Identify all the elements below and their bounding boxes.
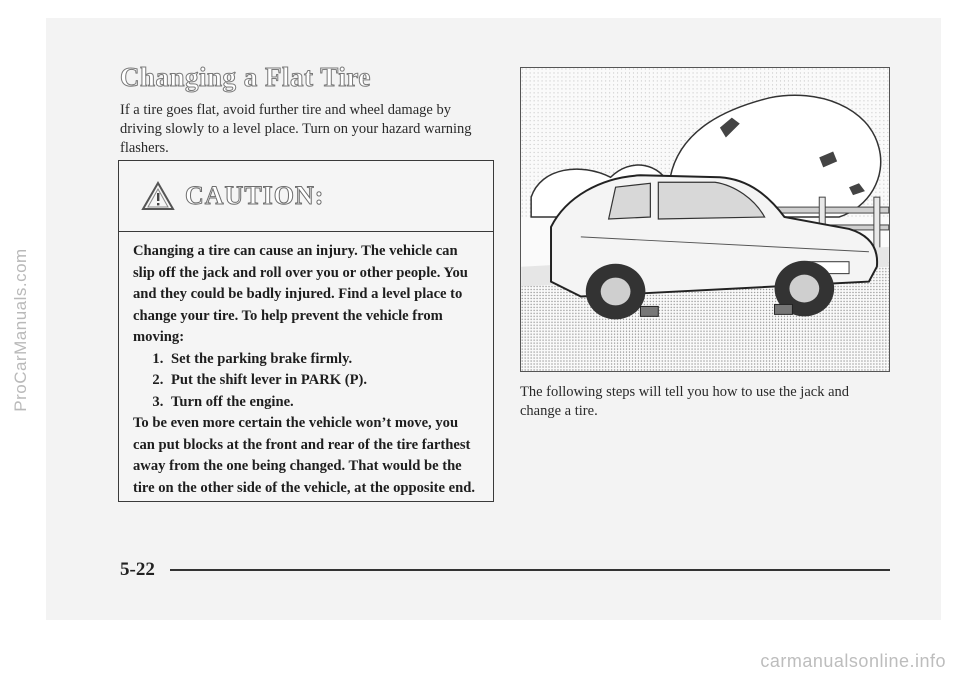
caution-body xyxy=(119,232,493,499)
parked-sedan-illustration xyxy=(521,68,889,371)
caution-paragraph-2: To be even more certain the vehicle won’t move, you can put blocks at the front and rear of the tire farthest away from the one being changed. That would be the tire on the other side of the vehicle, at the opposite end. xyxy=(133,415,475,496)
caution-step: 3. Turn off the engine. xyxy=(167,392,479,414)
warning-triangle-icon xyxy=(141,181,175,211)
right-column-text: The following steps will tell you how to use the jack and change a tire. xyxy=(520,384,850,419)
page-number: 5-22 xyxy=(120,559,155,580)
caution-header xyxy=(119,161,493,232)
caution-box xyxy=(118,160,494,502)
section-title: Changing a Flat Tire xyxy=(120,62,371,92)
caution-step: 1. Set the parking brake firmly. xyxy=(167,349,479,371)
caution-paragraph-1: Changing a tire can cause an injury. The vehicle can slip off the jack and roll over you or other people. You and they could be badly injured. Find a level place to change your tire. To help prevent the vehicle from moving: xyxy=(133,243,468,345)
caution-step: 2. Put the shift lever in PARK (P). xyxy=(167,370,479,392)
caution-steps xyxy=(133,349,479,414)
footer-rule xyxy=(170,569,890,571)
caution-heading: CAUTION: xyxy=(185,181,325,210)
side-watermark-text: ProCarManuals.com xyxy=(11,248,30,412)
car-illustration xyxy=(520,67,890,372)
side-watermark xyxy=(4,120,38,540)
intro-paragraph: If a tire goes flat, avoid further tire and wheel damage by driving slowly to a level place. Turn on your hazard warning flashers. xyxy=(120,102,472,156)
bottom-watermark: carmanualsonline.info xyxy=(760,651,946,671)
